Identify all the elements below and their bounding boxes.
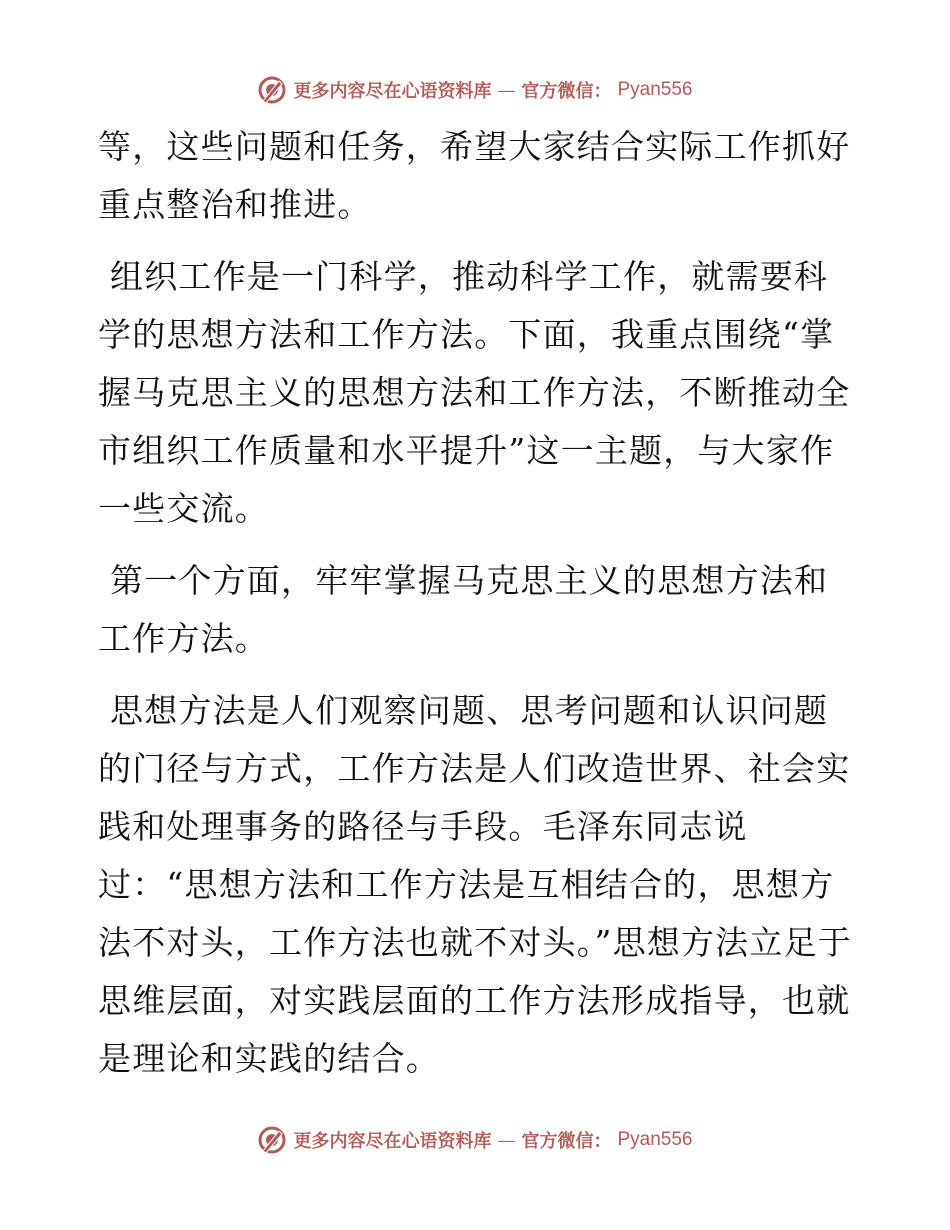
watermark-dash: — bbox=[497, 79, 516, 101]
watermark-brand-text: 更多内容尽在心语资料库 bbox=[293, 81, 492, 102]
watermark-wechat-id: Pyan556 bbox=[617, 79, 693, 100]
paragraph-3: 第一个方面，牢牢掌握马克思主义的思想方法和工作方法。 bbox=[98, 561, 829, 658]
watermark-suffix-text: 官方微信： bbox=[521, 1131, 612, 1152]
watermark-suffix-text: 官方微信： bbox=[521, 81, 612, 102]
quill-pen-logo-icon bbox=[257, 75, 287, 105]
watermark-dash: — bbox=[497, 1129, 516, 1151]
document-body bbox=[98, 118, 858, 1102]
watermark-brand-text: 更多内容尽在心语资料库 bbox=[293, 1131, 492, 1152]
paragraph-2: 组织工作是一门科学，推动科学工作，就需要科学的思想方法和工作方法。下面，我重点围绕“掌握马克思主义的思想方法和工作方法，不断推动全市组织工作质量和水平提升”这一主题，与大家作一些交流。 bbox=[98, 257, 851, 528]
paragraph-1: 等，这些问题和任务，希望大家结合实际工作抓好重点整治和推进。 bbox=[98, 127, 851, 224]
footer-watermark bbox=[0, 1122, 950, 1158]
watermark-wechat-id: Pyan556 bbox=[617, 1129, 693, 1150]
quill-pen-logo-icon bbox=[257, 1125, 287, 1155]
header-watermark bbox=[0, 72, 950, 108]
paragraph-4: 思想方法是人们观察问题、思考问题和认识问题的门径与方式，工作方法是人们改造世界、社会实践和处理事务的路径与手段。毛泽东同志说过：“思想方法和工作方法是互相结合的，思想方法不对头，工作方法也就不对头。”思想方法立足于思维层面，对实践层面的工作方法形成指导，也就是理论和实践的结合。 bbox=[98, 691, 852, 1078]
